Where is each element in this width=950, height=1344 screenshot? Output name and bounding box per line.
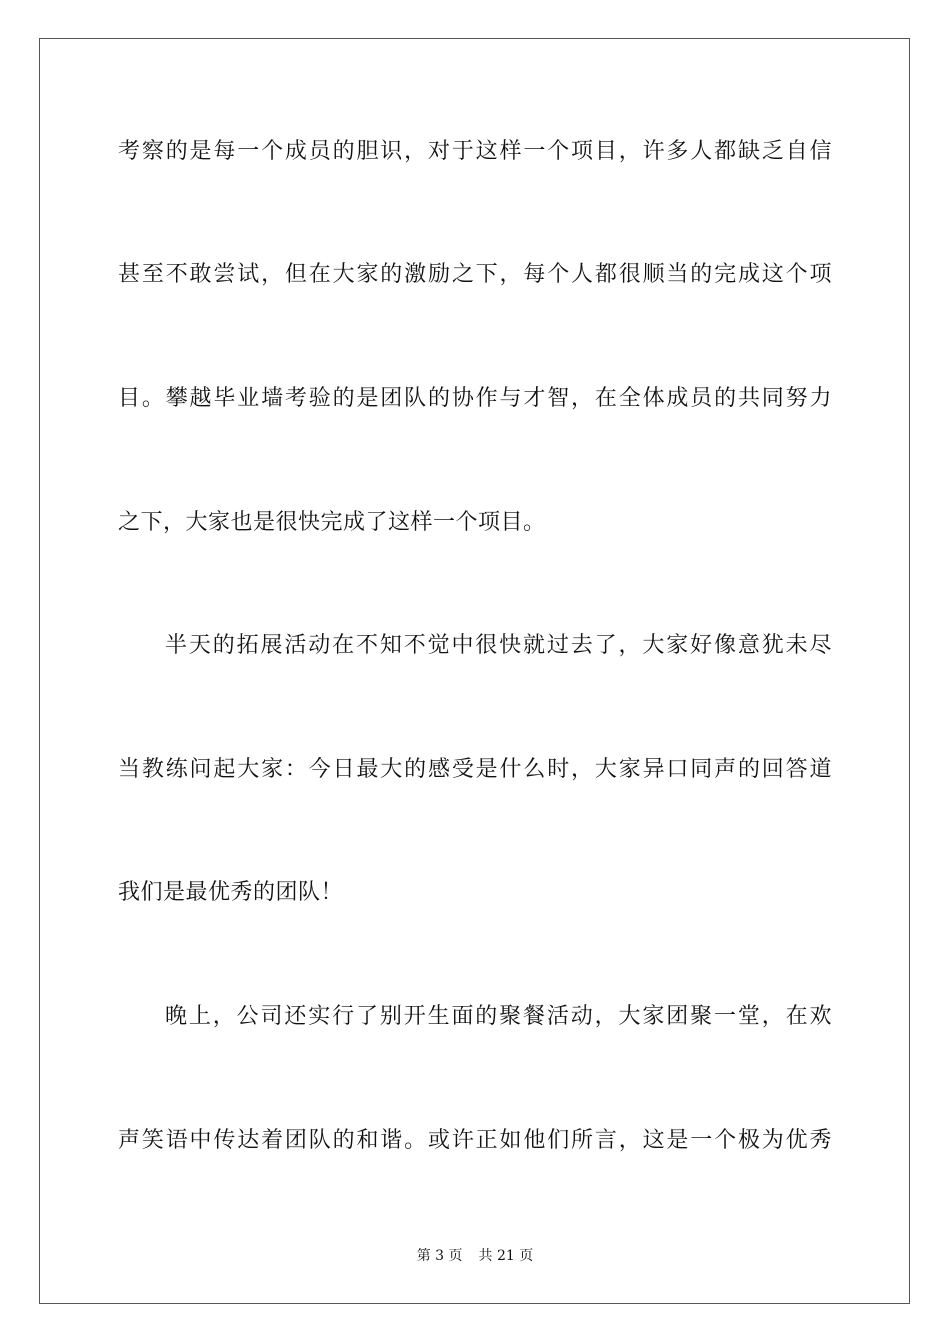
text-line-3: 目。攀越毕业墙考验的是团队的协作与才智，在全体成员的共同努力: [118, 386, 832, 411]
total-pages: 共 21 页: [478, 1248, 534, 1264]
text-line-5: 半天的拓展活动在不知不觉中很快就过去了，大家好像意犹未尽: [165, 633, 832, 658]
text-line-9: 声笑语中传达着团队的和谐。或许正如他们所言，这是一个极为优秀: [118, 1128, 832, 1153]
text-line-6: 当教练问起大家：今日最大的感受是什么时，大家异口同声的回答道: [118, 757, 832, 782]
page-number: 第 3 页: [416, 1248, 463, 1264]
text-line-4: 之下，大家也是很快完成了这样一个项目。: [118, 510, 546, 535]
page-footer: [0, 1246, 950, 1266]
text-line-7: 我们是最优秀的团队！: [118, 880, 344, 905]
text-line-8: 晚上，公司还实行了别开生面的聚餐活动，大家团聚一堂，在欢: [165, 1004, 832, 1029]
page-frame: [39, 38, 910, 1304]
text-line-2: 甚至不敢尝试，但在大家的激励之下，每个人都很顺当的完成这个项: [118, 262, 832, 287]
text-line-1: 考察的是每一个成员的胆识，对于这样一个项目，许多人都缺乏自信: [118, 139, 832, 164]
